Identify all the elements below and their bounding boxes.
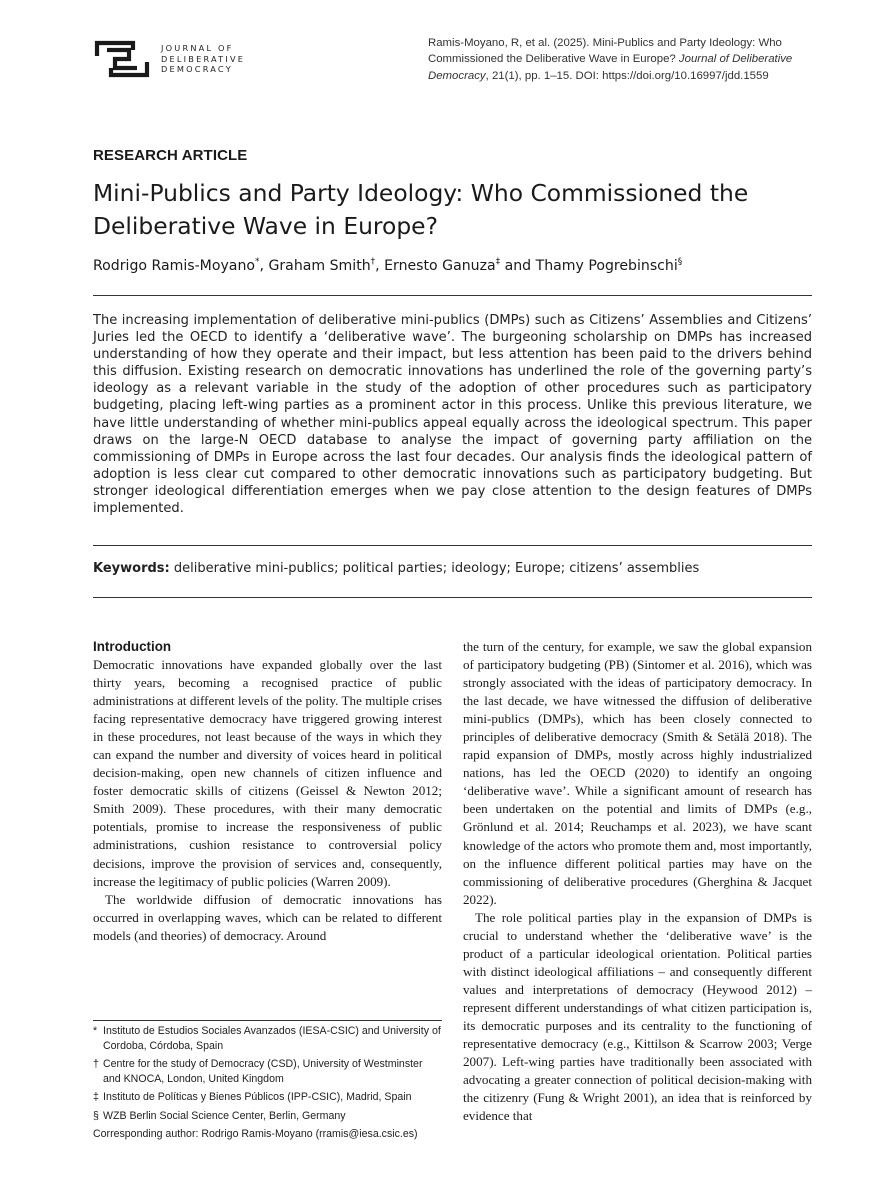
divider bbox=[93, 597, 812, 598]
divider bbox=[93, 295, 812, 296]
citation-text: Ramis-Moyano, R, et al. (2025). Mini-Publics and Party Ideology: Who Commissioned the Deliberative Wave in Europe? bbox=[428, 37, 782, 66]
author-list bbox=[93, 257, 682, 274]
footnote bbox=[93, 1090, 442, 1105]
footnote-text: Instituto de Políticas y Bienes Públicos (IPP-CSIC), Madrid, Spain bbox=[103, 1091, 412, 1103]
footnote-mark: * bbox=[93, 1025, 98, 1037]
footnotes bbox=[93, 1024, 442, 1142]
footnote-text: Instituto de Estudios Sociales Avanzados (IESA-CSIC) and University of Cordoba, Córdoba, Spain bbox=[103, 1025, 441, 1052]
author-affiliation-mark: ‡ bbox=[495, 257, 501, 267]
journal-name-line2: DELIBERATIVE bbox=[161, 53, 246, 64]
footnote-text: Centre for the study of Democracy (CSD), University of Westminster and KNOCA, London, United Kingdom bbox=[103, 1058, 423, 1085]
keywords-text: deliberative mini-publics; political parties; ideology; Europe; citizens’ assemblies bbox=[169, 561, 700, 576]
author-name: Thamy Pogrebinschi bbox=[535, 258, 678, 274]
citation bbox=[428, 35, 818, 84]
author-affiliation-mark: * bbox=[255, 257, 260, 267]
footnote bbox=[93, 1109, 442, 1124]
footnote bbox=[93, 1057, 442, 1086]
author-name: Rodrigo Ramis-Moyano bbox=[93, 258, 255, 274]
author-name: Ernesto Ganuza bbox=[384, 258, 496, 274]
keywords-label: Keywords: bbox=[93, 561, 170, 576]
footnote-mark: § bbox=[93, 1109, 99, 1122]
author-separator: , bbox=[375, 258, 385, 274]
author-affiliation-mark: † bbox=[370, 257, 376, 267]
footnote-divider bbox=[93, 1020, 442, 1021]
body-paragraph: Democratic innovations have expanded globally over the last thirty years, becoming a recognised practice of public administrations at different levels of the polity. The multiple crises facing representative democracy have triggered growing interest in these procedures, not least because of the ways in which they can expand the number and diversity of voices heard in political decision-making, open new channels of citizen influence and foster democratic skills of citizens (Geissel & Newton 2012; Smith 2009). These procedures, with their many democratic potentials, promise to increase the responsiveness of public administrations, cushion resistance to controversial policy decisions, improve the provision of services and, consequently, increase the legitimacy of public policies (Warren 2009). bbox=[93, 657, 442, 889]
corresponding-author: Corresponding author: Rodrigo Ramis-Moyano (rramis@iesa.csic.es) bbox=[93, 1128, 418, 1140]
author-affiliation-mark: § bbox=[677, 257, 683, 267]
citation-journal: Journal of Deliberative Democracy bbox=[428, 53, 793, 82]
footnote-mark: † bbox=[93, 1058, 99, 1070]
article-type: RESEARCH ARTICLE bbox=[93, 147, 248, 164]
body-paragraph: the turn of the century, for example, we saw the global expansion of participatory budgeting (PB) (Sintomer et al. 2016), which was strongly associated with the ideas of participatory democracy. In the last decade, we have witnessed the diffusion of deliberative mini-publics (DMPs), which has been closely connected to principles of deliberative democracy (Smith & Setälä 2018). The rapid expansion of DMPs, mostly across highly industrialized nations, has led the OECD (2020) to identify an ongoing ‘deliberative wave’. While a significant amount of research has been undertaken on the potential and limits of DMPs (e.g., Grönlund et al. 2014; Reuchamps et al. 2023), we have scant knowledge of the actors who promote them and, most importantly, on the influence different political parties may have on the commissioning of deliberative procedures (Gherghina & Jacquet 2022). bbox=[463, 639, 812, 907]
body-column-right bbox=[463, 638, 812, 1125]
journal-name-line1: JOURNAL OF bbox=[161, 43, 234, 54]
abstract: The increasing implementation of deliberative mini-publics (DMPs) such as Citizens’ Assemblies and Citizens’ Juries led the OECD to identify a ‘deliberative wave’. The burgeoning scholarship on DMPs has increased understanding of how they operate and their impact, but less attention has been paid to the drivers behind this diffusion. Existing research on democratic innovations has underlined the role of the governing party’s ideology as a relevant variable in the study of the adoption of other procedures such as participatory budgeting, placing left-wing parties as a prominent actor in this process. Unlike this previous literature, we have little understanding of whether mini-publics appeal equally across the ideological spectrum. This paper draws on the large-N OECD database to analyse the impact of governing party affiliation on the commissioning of DMPs in Europe across the last four decades. Our analysis finds the ideological pattern of adoption is less clear cut compared to other democratic innovations such as participatory budgeting. But stronger ideological differentiation emerges when we pay close attention to the design features of DMPs implemented. bbox=[93, 313, 812, 517]
author-separator: , bbox=[259, 258, 269, 274]
keywords bbox=[93, 561, 699, 576]
author-separator: and bbox=[500, 258, 536, 274]
journal-name-line3: DEMOCRACY bbox=[161, 64, 233, 75]
footnote-mark: ‡ bbox=[93, 1091, 99, 1103]
journal-logo-icon bbox=[93, 38, 151, 80]
footnote bbox=[93, 1024, 442, 1053]
article-title: Mini-Publics and Party Ideology: Who Commissioned the Deliberative Wave in Europe? bbox=[93, 179, 749, 240]
journal-logo bbox=[93, 38, 245, 80]
section-heading: Introduction bbox=[93, 639, 172, 654]
author-name: Graham Smith bbox=[268, 258, 371, 274]
body-column-left bbox=[93, 638, 442, 945]
body-paragraph: The worldwide diffusion of democratic innovations has occurred in overlapping waves, which can be related to different models (and theories) of democracy. Around bbox=[93, 891, 442, 943]
footnote-text: WZB Berlin Social Science Center, Berlin, Germany bbox=[103, 1109, 346, 1122]
body-paragraph: The role political parties play in the expansion of DMPs is crucial to understand whether the ‘deliberative wave’ is the product of a particular ideological orientation. Political parties with distinct ideological affiliations – and consequently different values and interpretations of democracy (Heywood 2012) – represent different understandings of what citizen participation is, its democratic purposes and its centrality to the functioning of representative democracy (e.g., Kittilson & Scarrow 2003; Verge 2007). Left-wing parties have traditionally been associated with advocating a greater connection of political decision-making with the citizenry (Fung & Wright 2001), an idea that is reinforced by evidence that bbox=[463, 909, 812, 1124]
citation-doi: , 21(1), pp. 1–15. DOI: https://doi.org/10.16997/jdd.1559 bbox=[485, 69, 769, 82]
divider bbox=[93, 545, 812, 546]
